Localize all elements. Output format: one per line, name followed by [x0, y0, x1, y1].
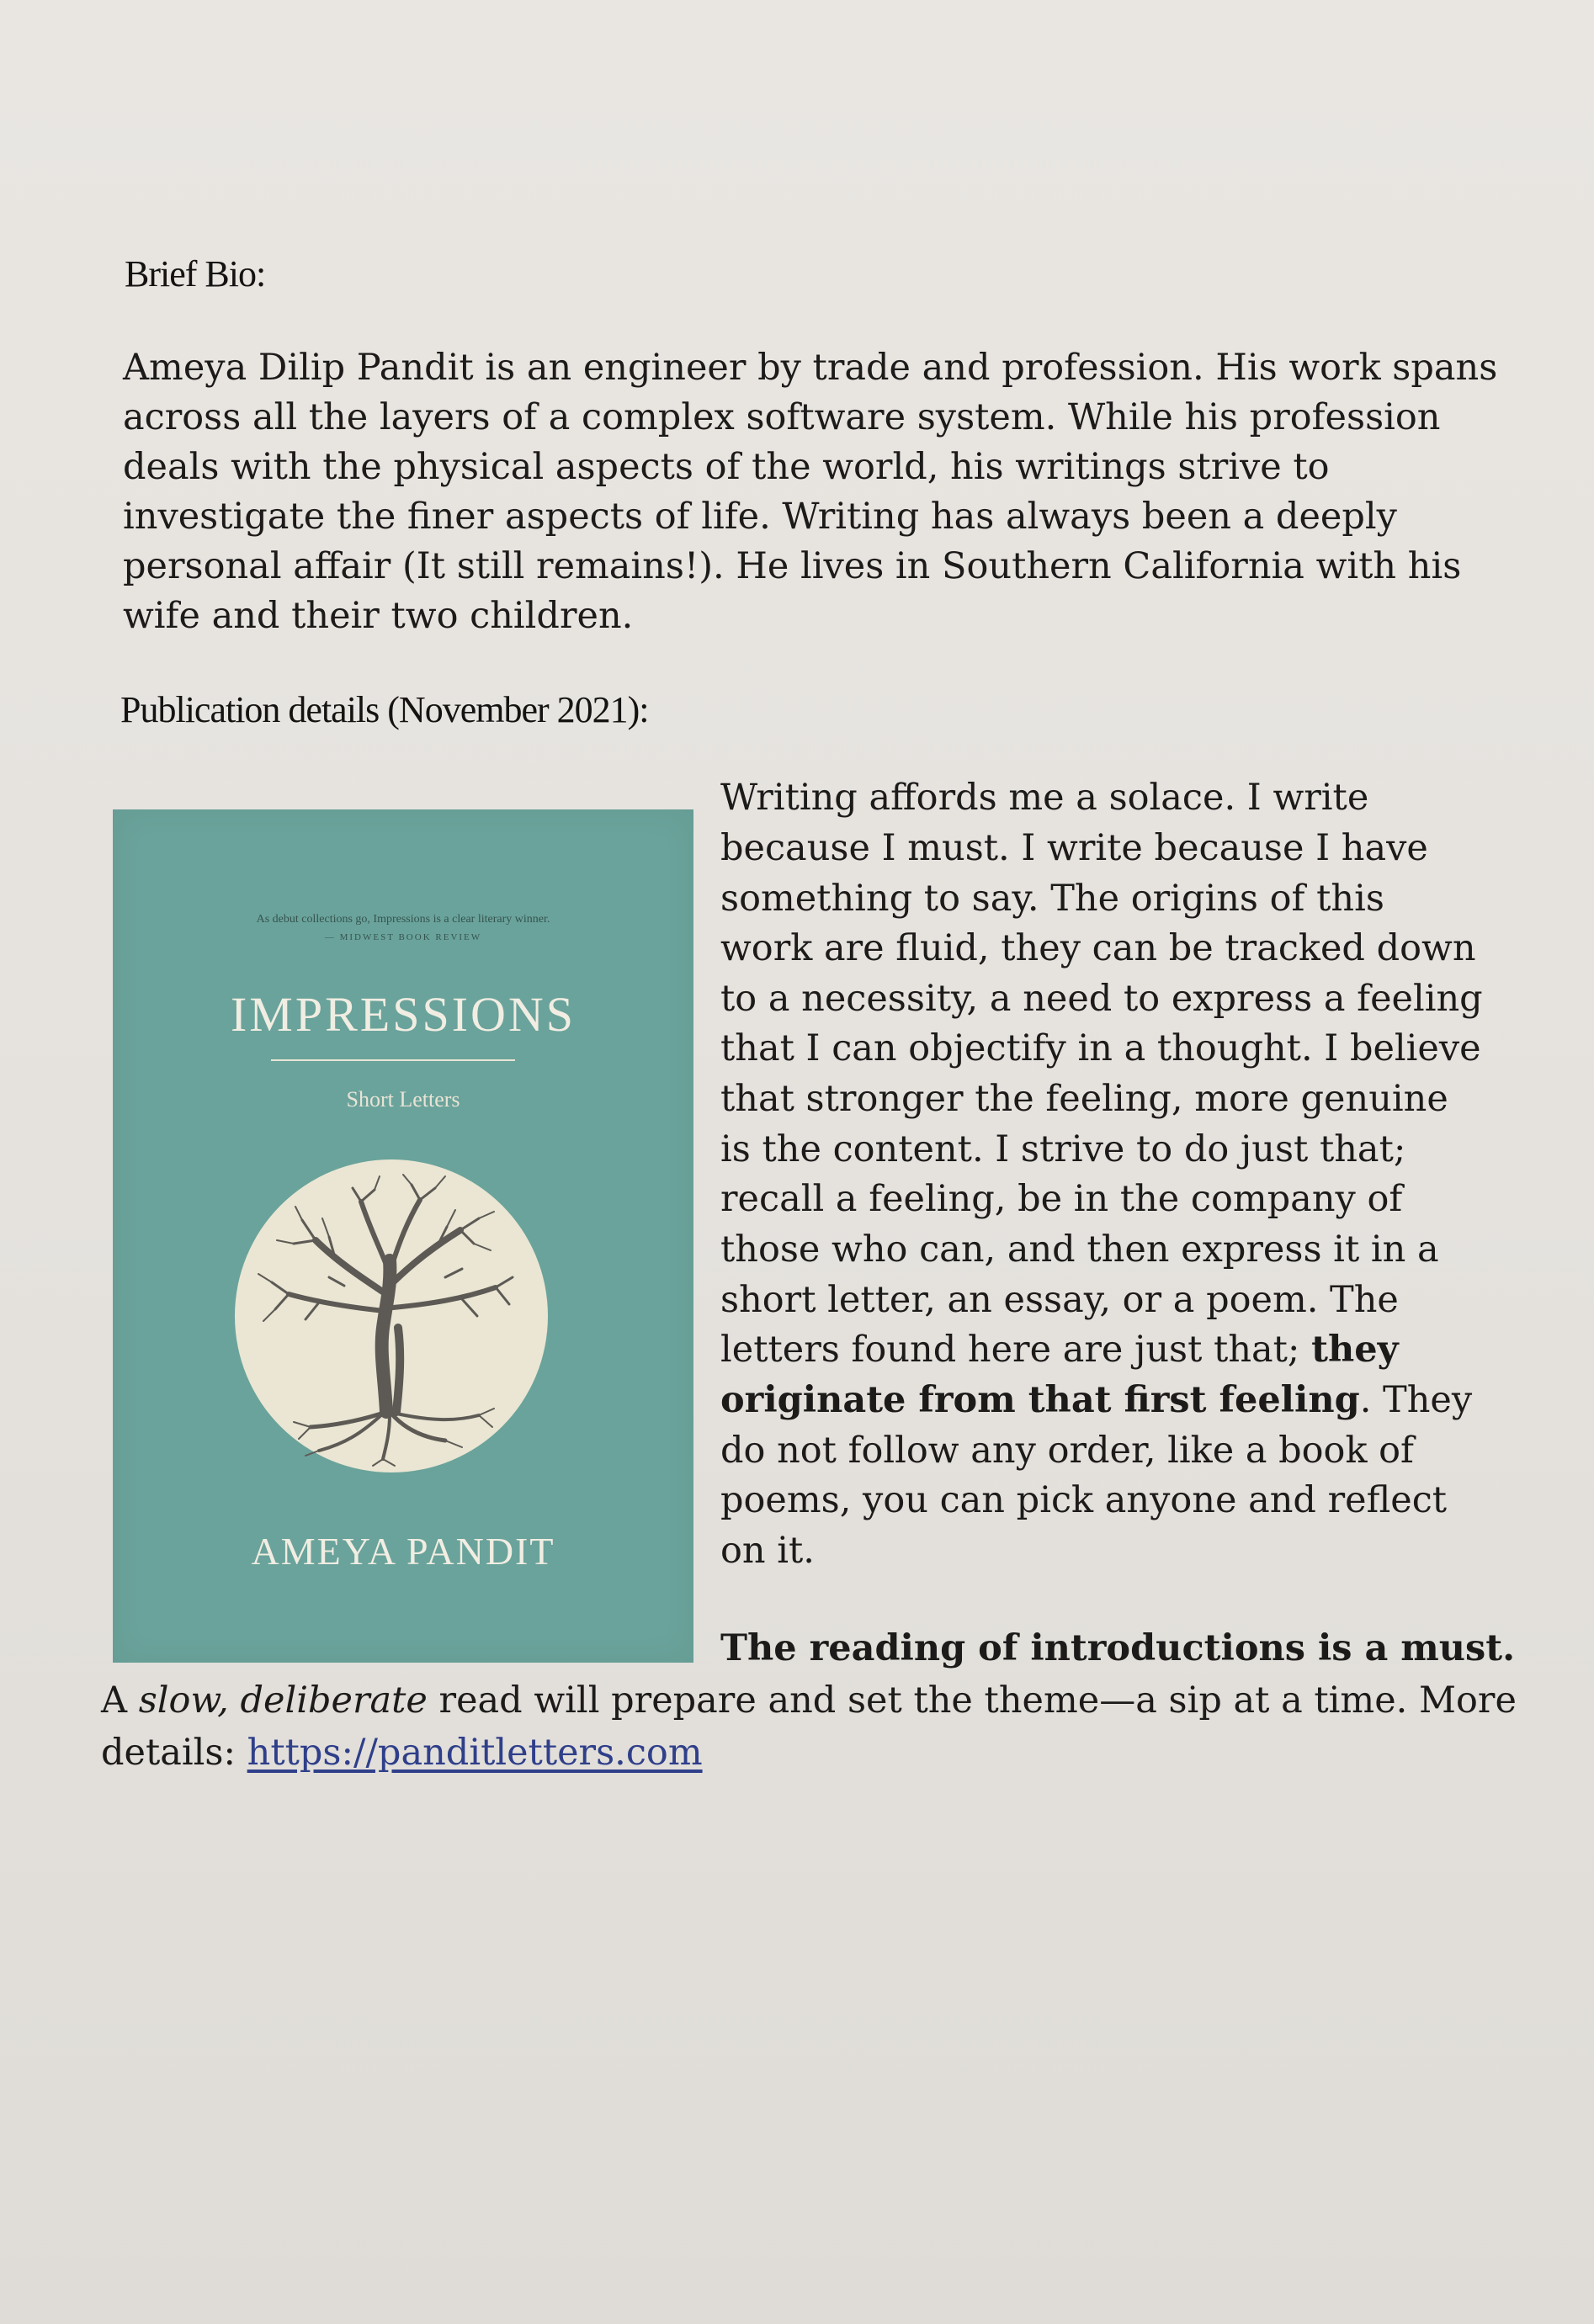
paragraph-line	[720, 1375, 1472, 1425]
closing-text	[229, 1679, 241, 1722]
bio-line: investigate the finer aspects of life. Writing has always been a deeply	[123, 496, 1397, 538]
cover-title: IMPRESSIONS	[230, 987, 576, 1042]
closing-text: read will prepare and set the theme—a sip at a time. More	[427, 1679, 1517, 1722]
italic-text: deliberate	[240, 1679, 428, 1722]
tree-icon	[235, 1159, 548, 1472]
paragraph-line: poems, you can pick anyone and reflect	[720, 1479, 1448, 1521]
details-label: details:	[101, 1732, 247, 1774]
tree-emblem	[235, 1159, 548, 1472]
paragraph-line: on it.	[720, 1530, 815, 1572]
paragraph-line: do not follow any order, like a book of	[720, 1430, 1414, 1472]
paragraph-line: that stronger the feeling, more genuine	[720, 1078, 1448, 1120]
paragraph-text: letters found here are just that;	[720, 1329, 1312, 1371]
paragraph-line	[720, 1324, 1399, 1375]
paragraph-text: . They	[1359, 1379, 1473, 1421]
paragraph-line: is the content. I strive to do just that;	[720, 1128, 1406, 1170]
closing-text: A	[101, 1679, 139, 1722]
bio-line: wife and their two children.	[123, 595, 634, 637]
publication-heading: Publication details (November 2021):	[120, 689, 649, 730]
paragraph-line: recall a feeling, be in the company of	[720, 1178, 1403, 1220]
paragraph-line: to a necessity, a need to express a feeling	[720, 978, 1483, 1020]
details-line	[101, 1727, 703, 1778]
paragraph-line: work are fluid, they can be tracked down	[720, 927, 1476, 969]
paragraph-line: those who can, and then express it in a	[720, 1228, 1439, 1271]
bio-line: Ameya Dilip Pandit is an engineer by trade and profession. His work spans	[123, 347, 1498, 389]
reading-note: The reading of introductions is a must.	[720, 1627, 1516, 1669]
cover-review-source: — MIDWEST BOOK REVIEW	[324, 932, 482, 942]
paragraph-line: something to say. The origins of this	[720, 878, 1384, 920]
cover-author: AMEYA PANDIT	[251, 1530, 555, 1573]
bio-heading: Brief Bio:	[125, 253, 266, 294]
website-link[interactable]: https://panditletters.com	[247, 1732, 703, 1774]
paragraph-line: that I can objectify in a thought. I believe	[720, 1027, 1481, 1069]
cover-subtitle: Short Letters	[346, 1087, 460, 1112]
paragraph-line: because I must. I write because I have	[720, 827, 1428, 869]
cover-divider	[271, 1059, 515, 1061]
italic-text: slow,	[138, 1679, 229, 1722]
bio-line: across all the layers of a complex software system. While his profession	[123, 396, 1441, 438]
closing-line	[101, 1675, 1517, 1726]
bio-line: personal affair (It still remains!). He lives in Southern California with his	[123, 545, 1462, 587]
cover-blurb: As debut collections go, Impressions is a clear literary winner.	[256, 913, 550, 926]
emphasis-text: they	[1311, 1329, 1399, 1371]
paragraph-line: short letter, an essay, or a poem. The	[720, 1279, 1399, 1321]
emphasis-text: originate from that first feeling	[720, 1379, 1360, 1421]
book-cover-image	[113, 809, 693, 1663]
bio-line: deals with the physical aspects of the world, his writings strive to	[123, 446, 1330, 488]
paragraph-line: Writing affords me a solace. I write	[720, 777, 1369, 819]
